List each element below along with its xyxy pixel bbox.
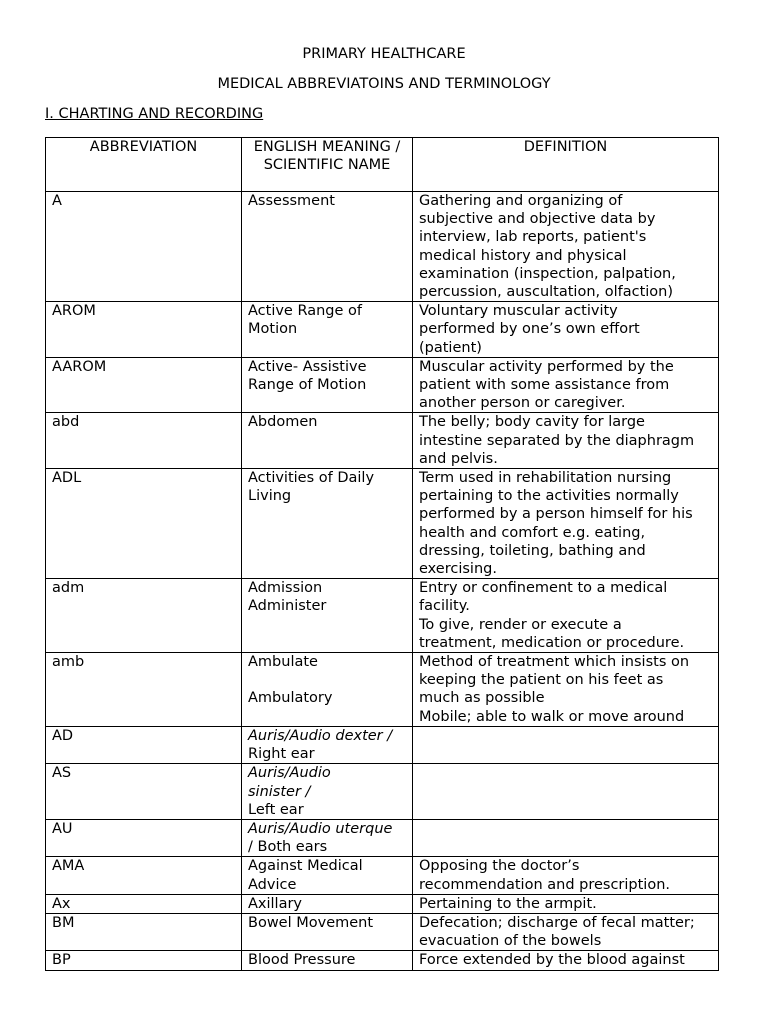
meaning-cell <box>242 302 413 358</box>
meaning-cell <box>242 894 413 913</box>
table-row <box>46 857 719 894</box>
meaning-text: Assessment <box>248 193 335 209</box>
definition-cell <box>413 653 719 727</box>
definition-text: intestine separated by the diaphragm <box>419 432 695 449</box>
meaning-text: Living <box>248 488 292 505</box>
abbreviation-cell <box>46 302 242 358</box>
table-body <box>46 192 719 971</box>
definition-text: (patient) <box>419 339 482 356</box>
meaning-cell <box>242 357 413 413</box>
table-row <box>46 819 719 856</box>
abbreviation-text: ADL <box>52 470 82 487</box>
definition-text: recommendation and prescription. <box>419 876 671 893</box>
definition-text: keeping the patient on his feet as <box>419 672 664 689</box>
definition-text: performed by a person himself for his <box>419 506 693 523</box>
table-row <box>46 913 719 950</box>
column-header-abbreviation: ABBREVIATION <box>46 138 242 192</box>
column-header-definition: DEFINITION <box>413 138 719 192</box>
abbreviation-text: AMA <box>52 858 85 875</box>
meaning-text: Active- Assistive <box>248 358 367 375</box>
definition-text: subjective and objective data by <box>419 211 656 228</box>
abbreviation-text: Ax <box>52 895 71 912</box>
meaning-text: Admission <box>248 580 323 597</box>
meaning-cell <box>242 819 413 856</box>
meaning-cell <box>242 913 413 950</box>
meaning-text: Bowel Movement <box>248 914 374 931</box>
definition-text: percussion, auscultation, olfaction) <box>419 284 674 301</box>
meaning-text: Against Medical <box>248 858 363 875</box>
definition-text: evacuation of the bowels <box>419 933 602 950</box>
definition-text: examination (inspection, palpation, <box>419 265 676 282</box>
meaning-cell <box>242 192 413 302</box>
abbreviation-text: AAROM <box>52 358 107 375</box>
definition-text: much as possible <box>419 690 545 707</box>
meaning-text: Advice <box>248 876 297 893</box>
meaning-text: Activities of Daily <box>248 470 375 487</box>
abbreviation-cell <box>46 764 242 820</box>
abbreviation-text: amb <box>52 654 85 671</box>
definition-text: Voluntary muscular activity <box>419 303 618 320</box>
abbreviation-cell <box>46 951 242 970</box>
abbreviation-cell <box>46 357 242 413</box>
meaning-text: Ambulate <box>248 654 318 671</box>
table-row <box>46 357 719 413</box>
abbreviation-text: AS <box>52 765 72 782</box>
meaning-cell <box>242 857 413 894</box>
abbreviation-cell <box>46 857 242 894</box>
definition-cell <box>413 913 719 950</box>
meaning-text: Active Range of <box>248 303 363 320</box>
column-header-meaning-line-2: SCIENTIFIC NAME <box>263 157 391 174</box>
table-row <box>46 469 719 579</box>
meaning-text <box>248 671 406 689</box>
meaning-text: Ambulatory <box>248 690 333 707</box>
table-row <box>46 951 719 970</box>
abbreviation-text: abd <box>52 414 80 431</box>
document-subtitle: MEDICAL ABBREVIATOINS AND TERMINOLOGY <box>217 76 551 92</box>
definition-text: another person or caregiver. <box>419 395 626 412</box>
definition-text: The belly; body cavity for large <box>419 414 645 431</box>
section-heading: I. CHARTING AND RECORDING <box>45 106 264 122</box>
definition-cell <box>413 469 719 579</box>
meaning-cell <box>242 579 413 653</box>
definition-text: patient with some assistance from <box>419 377 670 394</box>
meaning-text: Range of Motion <box>248 377 367 394</box>
abbreviation-cell <box>46 894 242 913</box>
abbreviation-cell <box>46 913 242 950</box>
scientific-name-text: sinister / <box>248 783 311 800</box>
meaning-text: Administer <box>248 598 327 615</box>
definition-text: health and comfort e.g. eating, <box>419 524 646 541</box>
meaning-cell <box>242 726 413 763</box>
definition-text: Gathering and organizing of <box>419 193 623 209</box>
meaning-cell <box>242 951 413 970</box>
table-row <box>46 302 719 358</box>
definition-cell <box>413 192 719 302</box>
definition-text: Entry or confinement to a medical <box>419 580 668 597</box>
definition-text: treatment, medication or procedure. <box>419 634 685 651</box>
definition-cell <box>413 764 719 820</box>
table-row <box>46 579 719 653</box>
meaning-text: Motion <box>248 321 298 338</box>
abbreviation-text: AU <box>52 820 73 837</box>
abbreviations-table <box>45 137 719 971</box>
scientific-name-text: Auris/Audio dexter / <box>248 727 393 744</box>
definition-text: Mobile; able to walk or move around <box>419 708 685 725</box>
meaning-text: / Both ears <box>248 839 328 856</box>
abbreviation-cell <box>46 653 242 727</box>
meaning-text: Axillary <box>248 895 303 912</box>
abbreviation-text: A <box>52 193 62 209</box>
definition-text: dressing, toileting, bathing and <box>419 542 646 559</box>
abbreviation-text: AROM <box>52 303 96 320</box>
definition-cell <box>413 726 719 763</box>
abbreviation-text: AD <box>52 727 74 744</box>
abbreviation-text: adm <box>52 580 85 597</box>
definition-cell <box>413 579 719 653</box>
definition-text: Opposing the doctor’s <box>419 858 580 875</box>
meaning-text: Blood Pressure <box>248 952 356 969</box>
meaning-text: Left ear <box>248 801 304 818</box>
definition-text: exercising. <box>419 561 497 578</box>
definition-text: and pelvis. <box>419 450 498 467</box>
definition-text: Pertaining to the armpit. <box>419 895 597 912</box>
definition-text: Force extended by the blood against <box>419 952 685 969</box>
table-row <box>46 653 719 727</box>
table-row <box>46 192 719 302</box>
definition-text: Term used in rehabilitation nursing <box>419 470 672 487</box>
column-header-meaning-line-1: ENGLISH MEANING / <box>253 139 401 155</box>
meaning-cell <box>242 653 413 727</box>
table-row <box>46 764 719 820</box>
definition-text: interview, lab reports, patient's <box>419 229 647 246</box>
column-header-meaning <box>242 138 413 192</box>
definition-cell <box>413 857 719 894</box>
abbreviation-cell <box>46 192 242 302</box>
definition-text: pertaining to the activities normally <box>419 488 679 505</box>
definition-text: performed by one’s own effort <box>419 321 640 338</box>
abbreviation-cell <box>46 579 242 653</box>
meaning-text: Abdomen <box>248 414 318 431</box>
definition-text: Defecation; discharge of fecal matter; <box>419 914 695 931</box>
definition-text: Muscular activity performed by the <box>419 358 674 375</box>
abbreviation-text: BM <box>52 914 75 931</box>
definition-cell <box>413 302 719 358</box>
table-row <box>46 894 719 913</box>
meaning-cell <box>242 413 413 469</box>
abbreviation-text: BP <box>52 952 71 969</box>
abbreviation-cell <box>46 819 242 856</box>
table-header-row <box>46 138 719 192</box>
definition-cell <box>413 819 719 856</box>
meaning-cell <box>242 469 413 579</box>
definition-cell <box>413 951 719 970</box>
definition-cell <box>413 357 719 413</box>
scientific-name-text: Auris/Audio <box>248 765 331 782</box>
definition-cell <box>413 894 719 913</box>
abbreviation-cell <box>46 413 242 469</box>
definition-text: medical history and physical <box>419 247 627 264</box>
table-row <box>46 413 719 469</box>
table-row <box>46 726 719 763</box>
document-title: PRIMARY HEALTHCARE <box>302 46 466 62</box>
definition-text: To give, render or execute a <box>419 616 622 633</box>
meaning-text: Right ear <box>248 746 315 763</box>
definition-text: Method of treatment which insists on <box>419 654 690 671</box>
meaning-cell <box>242 764 413 820</box>
definition-cell <box>413 413 719 469</box>
definition-text: facility. <box>419 598 470 615</box>
scientific-name-text: Auris/Audio uterque <box>248 820 393 837</box>
abbreviation-cell <box>46 726 242 763</box>
abbreviation-cell <box>46 469 242 579</box>
